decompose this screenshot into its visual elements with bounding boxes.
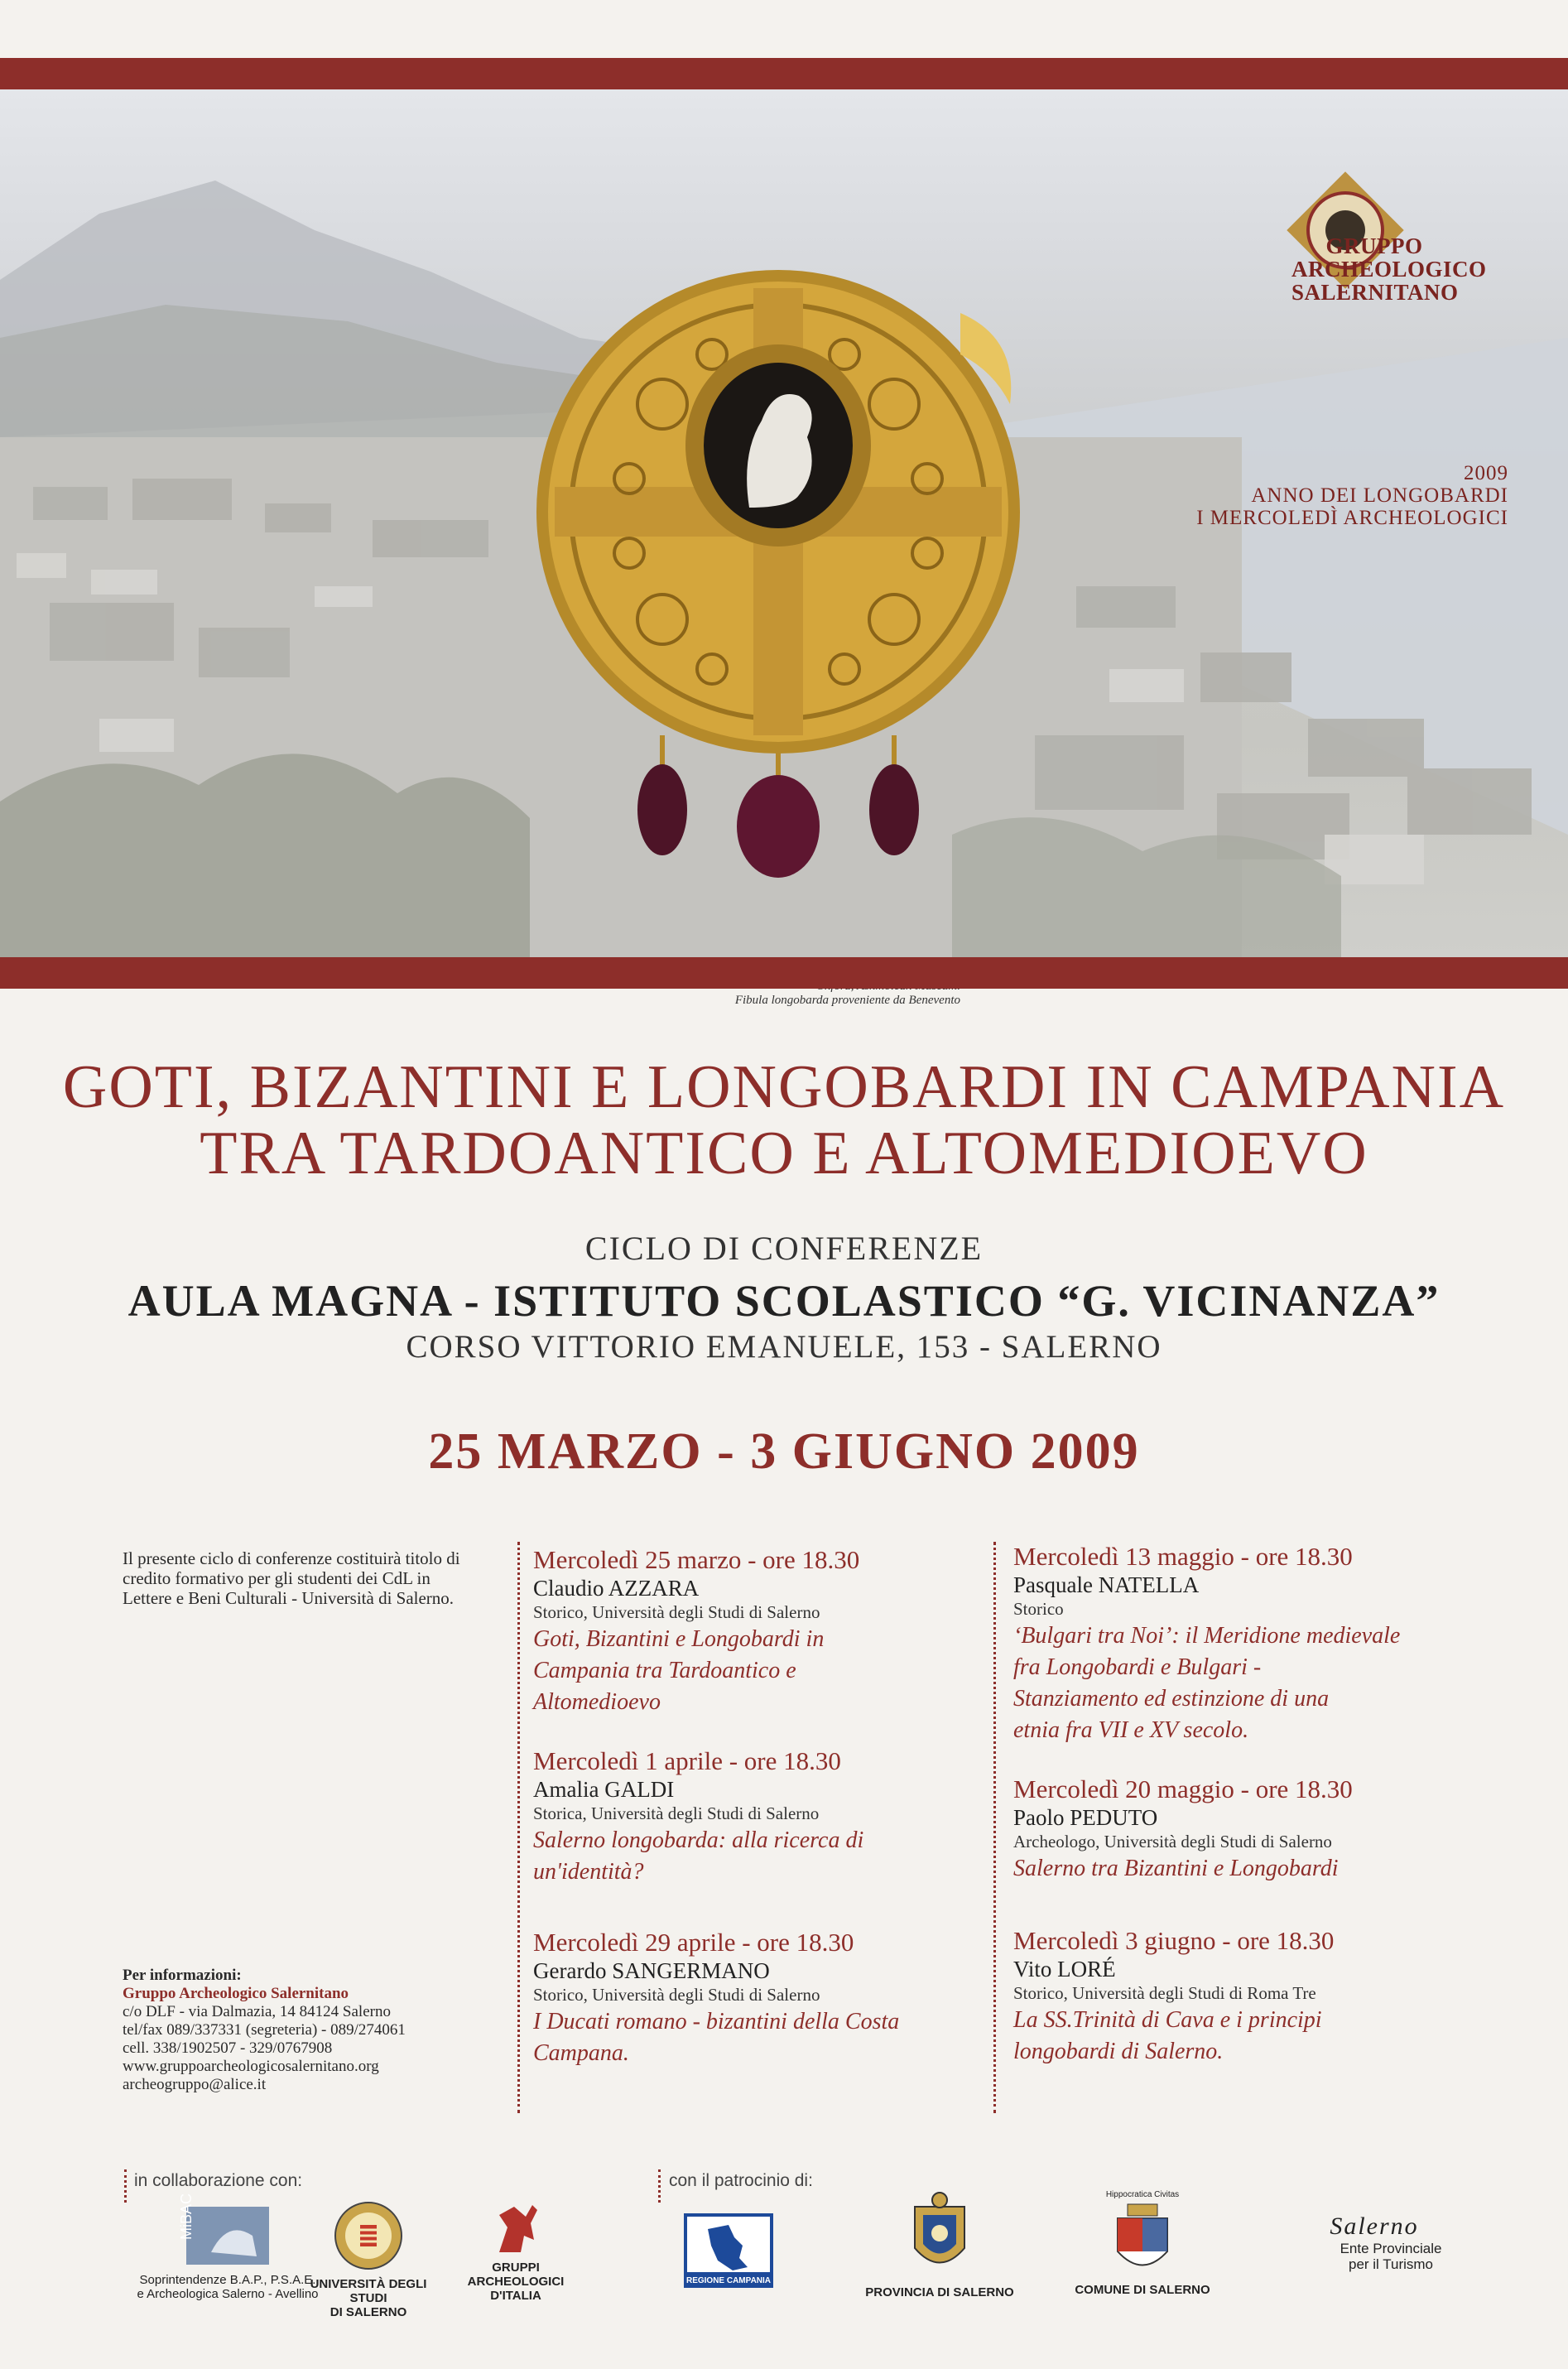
unisa-line-1: UNIVERSITÀ DEGLI STUDI — [310, 2277, 427, 2305]
ept-line-2: per il Turismo — [1348, 2256, 1434, 2272]
ept-logo-wordmark: Salerno — [1330, 2213, 1419, 2240]
event-item — [1013, 1774, 1477, 1885]
gruppi-line-1: GRUPPI — [492, 2261, 540, 2275]
gruppi-line-3: D'ITALIA — [490, 2289, 541, 2303]
event-speaker: Claudio AZZARA — [533, 1576, 700, 1601]
event-date: Mercoledì 13 maggio - ore 18.30 — [1013, 1542, 1353, 1571]
info-email[interactable]: archeogruppo@alice.it — [123, 2076, 267, 2093]
event-speaker: Vito LORÉ — [1013, 1957, 1116, 1981]
event-talk-line: Campania tra Tardoantico e — [533, 1658, 796, 1683]
credit-note: Il presente ciclo di conferenze costituirà titolo di credito formativo per gli studenti dei CdL in Lettere e Beni Culturali - Università di Salerno. — [123, 1548, 460, 1608]
group-name-line-2: ARCHEOLOGICO — [1291, 257, 1487, 282]
regione-label: REGIONE CAMPANIA — [685, 2276, 772, 2285]
event-item — [1013, 1542, 1477, 1746]
sopr-line-2: e Archeologica Salerno - Avellino — [137, 2287, 319, 2301]
ept-line-1: Ente Provinciale — [1340, 2241, 1442, 2256]
event-item — [1013, 1926, 1477, 2068]
comune-motto: Hippocratica Civitas — [1105, 2190, 1180, 2199]
info-org: Gruppo Archeologico Salernitano — [123, 1985, 349, 2002]
sopr-line-1: Soprintendenze B.A.P., P.S.A.E. — [139, 2273, 316, 2287]
group-name — [1291, 234, 1487, 305]
regione-logo — [679, 2213, 778, 2293]
event-talk-line: un'identità? — [533, 1859, 644, 1885]
title-line-1: GOTI, BIZANTINI E LONGOBARDI IN CAMPANIA — [62, 1053, 1506, 1121]
mercoledi-archeologici: I MERCOLEDÌ ARCHEOLOGICI — [1196, 507, 1508, 529]
event-item — [533, 1746, 980, 1888]
event-talk-line: longobardi di Salerno. — [1013, 2039, 1224, 2064]
info-heading: Per informazioni: — [123, 1967, 242, 1984]
event-speaker: Pasquale NATELLA — [1013, 1572, 1200, 1597]
group-name-line-1: GRUPPO — [1325, 234, 1423, 258]
event-talk-line: fra Longobardi e Bulgari - — [1013, 1654, 1262, 1680]
event-date: Mercoledì 3 giugno - ore 18.30 — [1013, 1926, 1335, 1955]
venue-address: CORSO VITTORIO EMANUELE, 153 - SALERNO — [406, 1329, 1162, 1365]
regione-campania-icon — [683, 2213, 774, 2289]
column-divider-left — [517, 1542, 520, 2113]
comune-logo — [1068, 2190, 1217, 2297]
provincia-label: PROVINCIA DI SALERNO — [865, 2285, 1014, 2299]
event-role: Storico, Università degli Studi di Roma Tre — [1013, 1983, 1316, 2003]
event-date: Mercoledì 29 aprile - ore 18.30 — [533, 1928, 854, 1957]
event-role: Storico, Università degli Studi di Salerno — [533, 1602, 820, 1622]
top-band — [0, 58, 1568, 89]
year: 2009 — [1464, 462, 1508, 484]
group-name-line-3: SALERNITANO — [1291, 280, 1459, 305]
ept-logo — [1291, 2213, 1457, 2272]
patron-label: con il patrocinio di: — [669, 2171, 813, 2190]
event-talk-line: Salerno longobarda: alla ricerca di — [533, 1827, 864, 1853]
event-date: Mercoledì 20 maggio - ore 18.30 — [1013, 1774, 1353, 1803]
provincia-crest-icon — [902, 2190, 977, 2281]
event-talk-line: ‘Bulgari tra Noi’: il Meridione medievale — [1013, 1623, 1401, 1649]
hero-image — [0, 89, 1568, 1007]
event-talk-line: I Ducati romano - bizantini della Costa — [533, 2009, 900, 2034]
event-item — [533, 1545, 980, 1718]
caption-line-2: Fibula longobarda proveniente da Benevento — [734, 994, 960, 1007]
comune-crest-icon — [1109, 2200, 1176, 2279]
event-talk-line: Salerno tra Bizantini e Longobardi — [1013, 1856, 1339, 1881]
event-role: Storico — [1013, 1599, 1064, 1619]
event-date: Mercoledì 25 marzo - ore 18.30 — [533, 1545, 860, 1574]
event-talk-line: etnia fra VII e XV secolo. — [1013, 1717, 1249, 1743]
event-talk-line: Stanziamento ed estinzione di una — [1013, 1686, 1330, 1712]
unisa-line-2: DI SALERNO — [329, 2305, 407, 2319]
event-role: Archeologo, Università degli Studi di Salerno — [1013, 1832, 1332, 1851]
mibac-mark: MiBAC — [178, 2193, 195, 2240]
footer-divider-left — [124, 2169, 127, 2203]
cycle-label: CICLO DI CONFERENZE — [584, 1230, 984, 1267]
event-date: Mercoledì 1 aprile - ore 18.30 — [533, 1746, 841, 1775]
footer-divider-right — [658, 2169, 661, 2203]
gruppi-warrior-icon — [483, 2198, 549, 2256]
collab-label: in collaborazione con: — [134, 2171, 303, 2190]
anno-block — [1161, 462, 1508, 529]
unisa-logo — [298, 2198, 439, 2319]
event-role: Storico, Università degli Studi di Salerno — [533, 1985, 820, 2005]
info-mobile: cell. 338/1902507 - 329/0767908 — [123, 2039, 333, 2057]
event-role: Storica, Università degli Studi di Salerno — [533, 1803, 820, 1823]
unisa-seal-icon — [331, 2198, 406, 2273]
event-item — [533, 1928, 980, 2069]
event-speaker: Paolo PEDUTO — [1013, 1805, 1158, 1830]
contact-info — [123, 1967, 487, 2094]
event-talk-line: La SS.Trinità di Cava e i principi — [1013, 2007, 1322, 2033]
gruppi-logo — [454, 2198, 578, 2303]
info-website[interactable]: www.gruppoarcheologicosalernitano.org — [123, 2058, 379, 2075]
event-talk-line: Campana. — [533, 2040, 629, 2066]
event-speaker: Gerardo SANGERMANO — [533, 1958, 770, 1983]
info-phone: tel/fax 089/337331 (segreteria) - 089/274061 — [123, 2021, 406, 2039]
anno-longobardi: ANNO DEI LONGOBARDI — [1251, 484, 1508, 507]
column-divider-right — [993, 1542, 996, 2113]
event-dates: 25 MARZO - 3 GIUGNO 2009 — [428, 1423, 1140, 1480]
title-line-2: TRA TARDOANTICO E ALTOMEDIOEVO — [200, 1119, 1368, 1187]
comune-label: COMUNE DI SALERNO — [1075, 2283, 1210, 2297]
info-address: c/o DLF - via Dalmazia, 14 84124 Salerno — [123, 2003, 391, 2020]
provincia-logo — [861, 2190, 1018, 2299]
events-column-left — [533, 1545, 980, 2097]
event-talk-line: Altomedioevo — [533, 1689, 661, 1715]
middle-band — [0, 957, 1568, 989]
event-speaker: Amalia GALDI — [533, 1777, 675, 1802]
events-column-right — [1013, 1542, 1477, 2096]
venue-place: AULA MAGNA - ISTITUTO SCOLASTICO “G. VICINANZA” — [127, 1276, 1441, 1326]
mibac-icon — [178, 2193, 277, 2269]
gruppi-line-2: ARCHEOLOGICI — [467, 2275, 565, 2289]
event-talk-line: Goti, Bizantini e Longobardi in — [533, 1626, 825, 1652]
